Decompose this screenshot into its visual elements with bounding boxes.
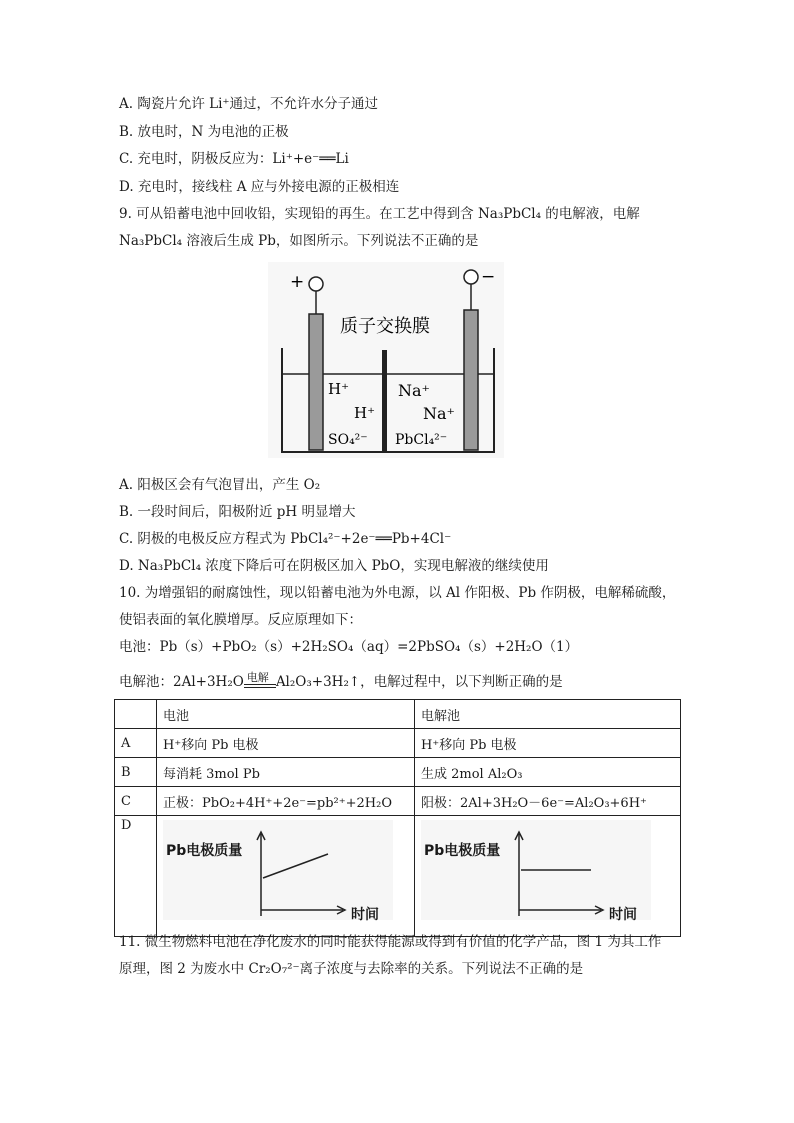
q9-option-b: B. 一段时间后，阳极附近 pH 明显增大 — [119, 504, 356, 520]
increasing-line — [263, 854, 328, 878]
cell-battery: 正极：PbO₂+4H⁺+2e⁻=pb²⁺+2H₂O — [157, 787, 415, 816]
q9-stem-line1: 9. 可从铅蓄电池中回收铅，实现铅的再生。在工艺中得到含 Na₃PbCl₄ 的电解液，电解 — [119, 206, 640, 222]
cell-electrolysis: 生成 2mol Al₂O₃ — [415, 758, 681, 787]
q8-option-a: A. 陶瓷片允许 Li⁺通过，不允许水分子通过 — [119, 96, 379, 112]
row-label: B — [115, 758, 157, 787]
q8-option-b: B. 放电时，N 为电池的正极 — [119, 124, 289, 140]
q9-stem-line2: Na₃PbCl₄ 溶液后生成 Pb，如图所示。下列说法不正确的是 — [119, 233, 479, 249]
positive-sign: + — [290, 272, 305, 292]
cell-equation-prefix: 电解池：2Al+3H₂O — [119, 674, 244, 690]
graph-cell-pb-mass — [421, 820, 651, 923]
cell-equation-suffix: Al₂O₃+3H₂↑，电解过程中，以下判断正确的是 — [275, 674, 563, 690]
row-label: C — [115, 787, 157, 816]
header-electrolytic-cell: 电解池 — [415, 700, 681, 729]
right-ion-pbcl4: PbCl₄²⁻ — [395, 432, 448, 448]
table-row — [115, 729, 681, 758]
electrolysis-cell-diagram — [268, 262, 504, 458]
q11-stem-line1: 11. 微生物燃料电池在净化废水的同时能获得能源或得到有价值的化学产品，图 1 为其工作 — [119, 934, 662, 950]
graph-xlabel: 时间 — [609, 907, 637, 923]
graph-battery-pb-mass — [163, 820, 393, 923]
anode-rod — [309, 314, 323, 450]
q10-battery-equation: 电池：Pb（s）+PbO₂（s）+2H₂SO₄（aq）=2PbSO₄（s）+2H₂O（1） — [119, 639, 579, 655]
table-row — [115, 758, 681, 787]
table-row — [115, 787, 681, 816]
cathode-terminal — [464, 270, 478, 284]
table-header-row — [115, 700, 681, 729]
negative-sign: − — [481, 267, 496, 287]
options-table — [114, 699, 681, 937]
q8-option-c: C. 充电时，阴极反应为：Li⁺+e⁻══Li — [119, 151, 349, 167]
anode-terminal — [309, 277, 323, 291]
left-ion-h2: H⁺ — [354, 404, 375, 422]
right-ion-na1: Na⁺ — [398, 381, 430, 400]
q9-option-d: D. Na₃PbCl₄ 浓度下降后可在阴极区加入 PbO，实现电解液的继续使用 — [119, 558, 549, 574]
q9-option-c: C. 阴极的电极反应方程式为 PbCl₄²⁻+2e⁻══Pb+4Cl⁻ — [119, 531, 452, 547]
cathode-rod — [464, 310, 478, 450]
row-label: A — [115, 729, 157, 758]
q9-option-a: A. 阳极区会有气泡冒出，产生 O₂ — [119, 477, 321, 493]
q10-stem-line2: 使铝表面的氧化膜增厚。反应原理如下： — [119, 612, 362, 628]
equation-arrow — [244, 670, 276, 690]
electrolysis-condition: 电解 — [246, 670, 269, 684]
row-label: D — [115, 816, 157, 937]
cell-electrolysis: 阳极：2Al+3H₂O－6e⁻=Al₂O₃+6H⁺ — [415, 787, 681, 816]
cell-battery: H⁺移向 Pb 电极 — [157, 729, 415, 758]
graph-ylabel: Pb电极质量 — [424, 843, 501, 859]
q10-stem-line1: 10. 为增强铝的耐腐蚀性，现以铅蓄电池为外电源，以 Al 作阳极、Pb 作阴极，电解稀硫酸， — [119, 585, 676, 601]
membrane-label: 质子交换膜 — [340, 316, 430, 337]
q11-stem-line2: 原理，图 2 为废水中 Cr₂O₇²⁻离子浓度与去除率的关系。下列说法不正确的是 — [119, 961, 584, 977]
cell-battery: 每消耗 3mol Pb — [157, 758, 415, 787]
proton-exchange-membrane — [382, 350, 387, 452]
header-battery: 电池 — [157, 700, 415, 729]
left-ion-h1: H⁺ — [328, 380, 349, 398]
table-row — [115, 816, 681, 937]
graph-xlabel: 时间 — [351, 907, 379, 923]
q8-option-d: D. 充电时，接线柱 A 应与外接电源的正极相连 — [119, 179, 400, 195]
q10-cell-equation — [119, 672, 563, 692]
graph-ylabel: Pb电极质量 — [166, 843, 243, 859]
left-ion-sulfate: SO₄²⁻ — [328, 432, 368, 448]
cell-electrolysis: H⁺移向 Pb 电极 — [415, 729, 681, 758]
right-ion-na2: Na⁺ — [423, 404, 455, 423]
